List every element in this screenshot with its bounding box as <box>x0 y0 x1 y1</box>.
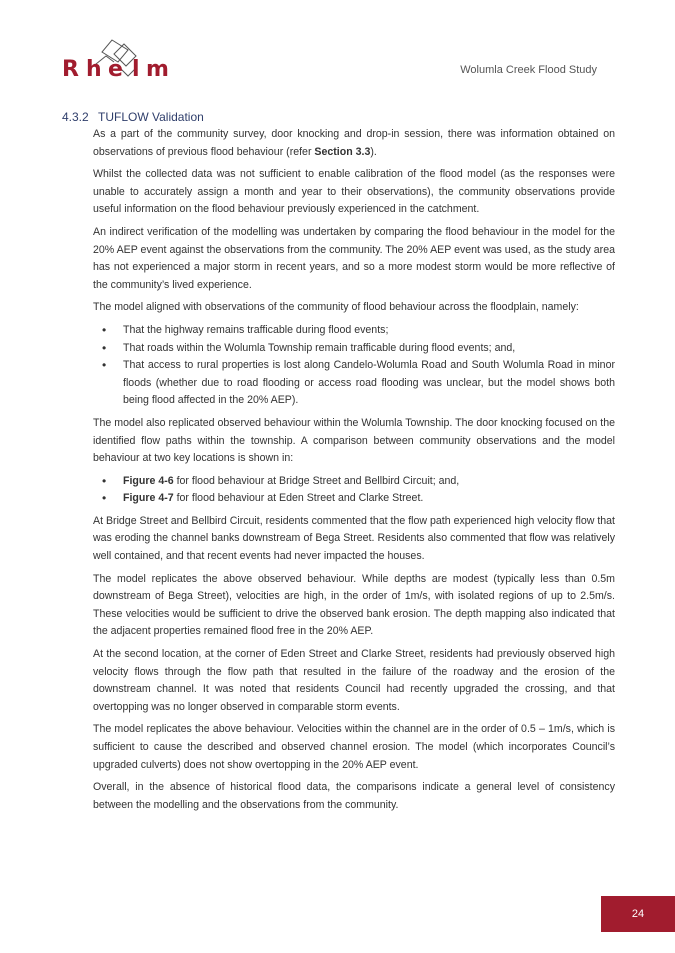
paragraph: The model also replicated observed behaviour within the Wolumla Township. The door knocking focused on the identified flow paths within the township. A comparison between community observations and the model behaviour at two key locations is shown in: <box>93 416 615 465</box>
section-title: TUFLOW Validation <box>98 110 204 124</box>
list-item <box>93 473 615 491</box>
paragraph: Whilst the collected data was not sufficient to enable calibration of the flood model (as the responses were unable to accurately assign a month and year to their observations), the community observations provide useful information on the flood behaviour previously experienced in the catchment. <box>93 168 615 216</box>
list-item: • That the highway remains trafficable during flood events; <box>93 322 615 340</box>
list-item-text: for flood behaviour at Bridge Street and Bellbird Circuit; and, <box>173 474 460 487</box>
paragraph: Overall, in the absence of historical flood data, the comparisons indicate a general level of consistency between the modelling and the observations from the community. <box>93 781 615 811</box>
document-title: Wolumla Creek Flood Study <box>460 64 597 76</box>
section-heading <box>62 110 204 124</box>
section-number: 4.3.2 <box>62 110 89 124</box>
paragraph: At Bridge Street and Bellbird Circuit, residents commented that the flow path experienced high velocity flow that was eroding the channel banks downstream of Bega Street. Residents also commented that flow was relatively well contained, and that recent events had never impacted the houses. <box>93 514 615 563</box>
paragraph-text: As a part of the community survey, door knocking and drop-in session, there was information obtained on observations of previous flood behaviour (refer <box>93 128 615 158</box>
list-item-text: for flood behaviour at Eden Street and Clarke Street. <box>173 492 424 505</box>
paragraph-text: ). <box>370 145 377 158</box>
figure-reference: Figure 4-7 <box>123 492 174 505</box>
paragraph: The model replicates the above observed behaviour. While depths are modest (typically less than 0.5m downstream of Bega Street), velocities are high, in the order of 1m/s, with isolated regions of up to 2.5m/s. These velocities would be sufficient to drive the observed bank erosion. The depth mapping also indicated that the adjacent properties remained flood free in the 20% AEP. <box>93 572 615 638</box>
rhelm-logo <box>62 36 182 80</box>
svg-text:e: e <box>108 57 123 80</box>
list-item <box>93 490 615 508</box>
svg-text:l: l <box>132 57 140 80</box>
paragraph: The model replicates the above behaviour. Velocities within the channel are in the order of 0.5 – 1m/s, which is sufficient to cause the described and observed channel erosion. The model (which incorporates Council’s upgraded culverts) does not show overtopping in the 20% AEP event. <box>93 723 615 771</box>
observation-list <box>93 322 615 410</box>
paragraph: An indirect verification of the modelling was undertaken by comparing the flood behaviour in the model for the 20% AEP event against the observations from the community. The 20% AEP event was used, as the study area has not experienced a major storm in recent years, and so a more modest storm would be more reflective of the community’s lived experience. <box>93 225 615 291</box>
paragraph: The model aligned with observations of the community of flood behaviour across the floodplain, namely: <box>93 301 579 314</box>
svg-text:R: R <box>62 57 79 80</box>
svg-text:m: m <box>146 57 169 80</box>
list-item: • That access to rural properties is lost along Candelo-Wolumla Road and South Wolumla Road in minor floods (whether due to road flooding or access road flooding was unclear, but the model shows both being flood affected in the 20% AEP). <box>93 357 615 410</box>
paragraph <box>93 126 615 161</box>
section-reference: Section 3.3 <box>314 145 371 158</box>
paragraph: At the second location, at the corner of Eden Street and Clarke Street, residents had previously observed high velocity flows through the flow path that resulted in the failure of the roadway and the erosion of the downstream channel. It was noted that residents Council had recently upgraded the crossing, and that overtopping was no longer observed in comparable storm events. <box>93 648 615 713</box>
figure-list <box>93 473 615 508</box>
page-number: 24 <box>631 908 645 920</box>
page-number-badge <box>601 896 675 932</box>
list-item: • That roads within the Wolumla Township remain trafficable during flood events; and, <box>93 340 615 358</box>
svg-text:h: h <box>86 57 102 80</box>
body-text <box>93 126 615 819</box>
figure-reference: Figure 4-6 <box>123 474 174 487</box>
